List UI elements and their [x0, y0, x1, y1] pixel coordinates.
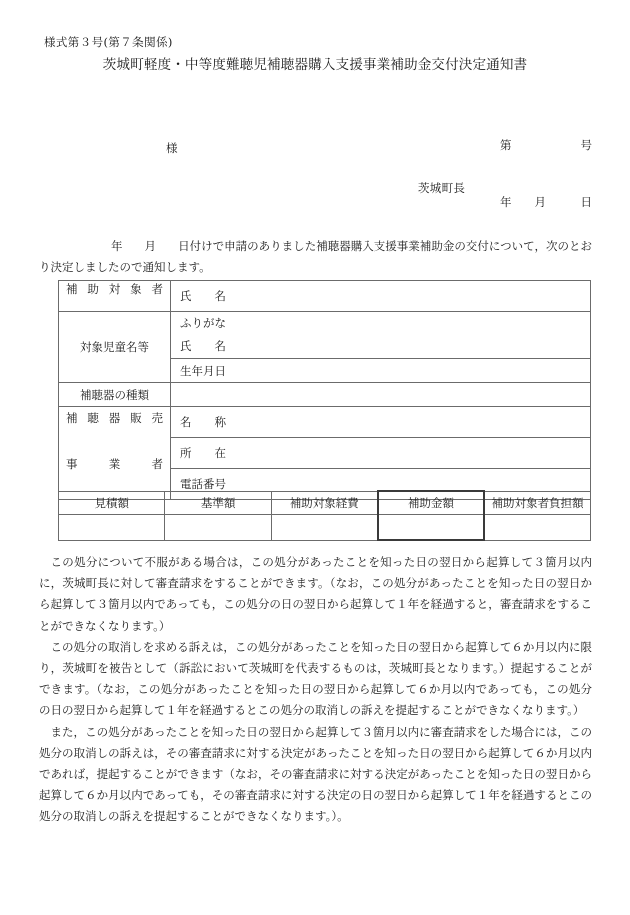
row-label-dealer: [59, 407, 171, 500]
label-text-line2: 事 業 者: [66, 457, 163, 471]
notice-paragraph-1: この処分について不服がある場合は，この処分があったことを知った日の翌日から起算して３箇月以内に，茨城町長に対して審査請求をすることができます。（なお，この処分があったことを知った日の翌日から起算して３箇月以内であっても，この処分の日の翌日から起算して１年を経過すると，審査請求をすることができなくなります。）: [39, 555, 592, 633]
reference-date: 年 月 日: [500, 195, 592, 209]
cell-dealer-address: 所 在: [171, 438, 591, 469]
cell-child-furigana: ふりがな: [180, 316, 226, 330]
amounts-value-estimate: [59, 515, 165, 541]
cell-child-birthdate: 生年月日: [171, 359, 591, 383]
applicant-info-table: [58, 280, 591, 500]
row-label-subsidy-target: [59, 281, 171, 312]
intro-year: 年: [111, 239, 123, 253]
amounts-table: [58, 490, 591, 541]
cell-applicant-name: 氏 名: [171, 281, 591, 312]
table-row: [59, 407, 591, 438]
cell-dealer-name: 名 称: [171, 407, 591, 438]
amounts-value-standard: [165, 515, 271, 541]
cell-device-type: [171, 383, 591, 407]
reference-number: 第 号: [500, 138, 592, 152]
issuer-name: 茨城町長: [418, 181, 466, 195]
label-text-line1: 補聴器販売: [66, 411, 163, 425]
label-text: 対象児童名等: [80, 340, 149, 354]
amounts-header-recipient-burden: 補助対象者負担額: [484, 491, 590, 515]
amounts-header-eligible-expense: 補助対象経費: [271, 491, 377, 515]
amounts-header-standard: 基準額: [165, 491, 271, 515]
amounts-header-subsidy-amount: 補助金額: [378, 491, 484, 515]
table-row: [59, 281, 591, 312]
amounts-value-eligible-expense: [271, 515, 377, 541]
intro-paragraph: [39, 236, 592, 278]
amounts-value-row: [59, 515, 591, 541]
addressee-honorific: 様: [166, 141, 178, 155]
label-text: 補聴器の種類: [80, 387, 149, 402]
table-row: [59, 383, 591, 407]
intro-month: 月: [144, 239, 157, 253]
cell-child-name: 氏 名: [180, 339, 226, 353]
row-label-child-name: [59, 312, 171, 383]
cell-dealer-phone: 電話番号: [171, 469, 591, 500]
page-title: 茨城町軽度・中等度難聴児補聴器購入支援事業補助金交付決定通知書: [102, 57, 528, 73]
appeal-notice-section: [39, 552, 592, 828]
notice-paragraph-3: また，この処分があったことを知った日の翌日から起算して３箇月以内に審査請求をした場合には，この処分の取消しの訴えは，その審査請求に対する決定があったことを知った日の翌日から起算して６か月以内であれば，提起することができます（なお，その審査請求に対する決定があったことを知った日の翌日から起算して６か月以内であっても，その審査請求に対する決定の日の翌日から起算して１年を経過するとこの処分の取消しの訴えを提起することができなくなります。）。: [39, 724, 592, 824]
table-row: [59, 312, 591, 359]
amounts-header-row: [59, 491, 591, 515]
amounts-value-subsidy-amount: [378, 515, 484, 541]
form-number: 様式第３号(第７条関係): [44, 35, 173, 49]
row-label-device-type: [59, 383, 171, 407]
intro-body: 日付けで申請のありました補聴器購入支援事業補助金の交付について，次のとおり決定しましたので通知します。: [39, 239, 593, 274]
cell-child-furigana-and-name: [171, 312, 591, 359]
amounts-value-recipient-burden: [484, 515, 590, 541]
amounts-header-estimate: 見積額: [59, 491, 165, 515]
reference-block: [500, 98, 592, 250]
label-text: 補助対象者: [66, 282, 163, 296]
notice-paragraph-2: この処分の取消しを求める訴えは，この処分があったことを知った日の翌日から起算して６か月以内に限り，茨城町を被告として（訴訟において茨城町を代表するものは，茨城町長となります。）提起することができます。（なお，この処分があったことを知った日の翌日から起算して６か月以内であっても，この処分の日の翌日から起算して１年を経過するとこの処分の取消しの訴えを提起することができなくなります。）: [39, 639, 592, 718]
